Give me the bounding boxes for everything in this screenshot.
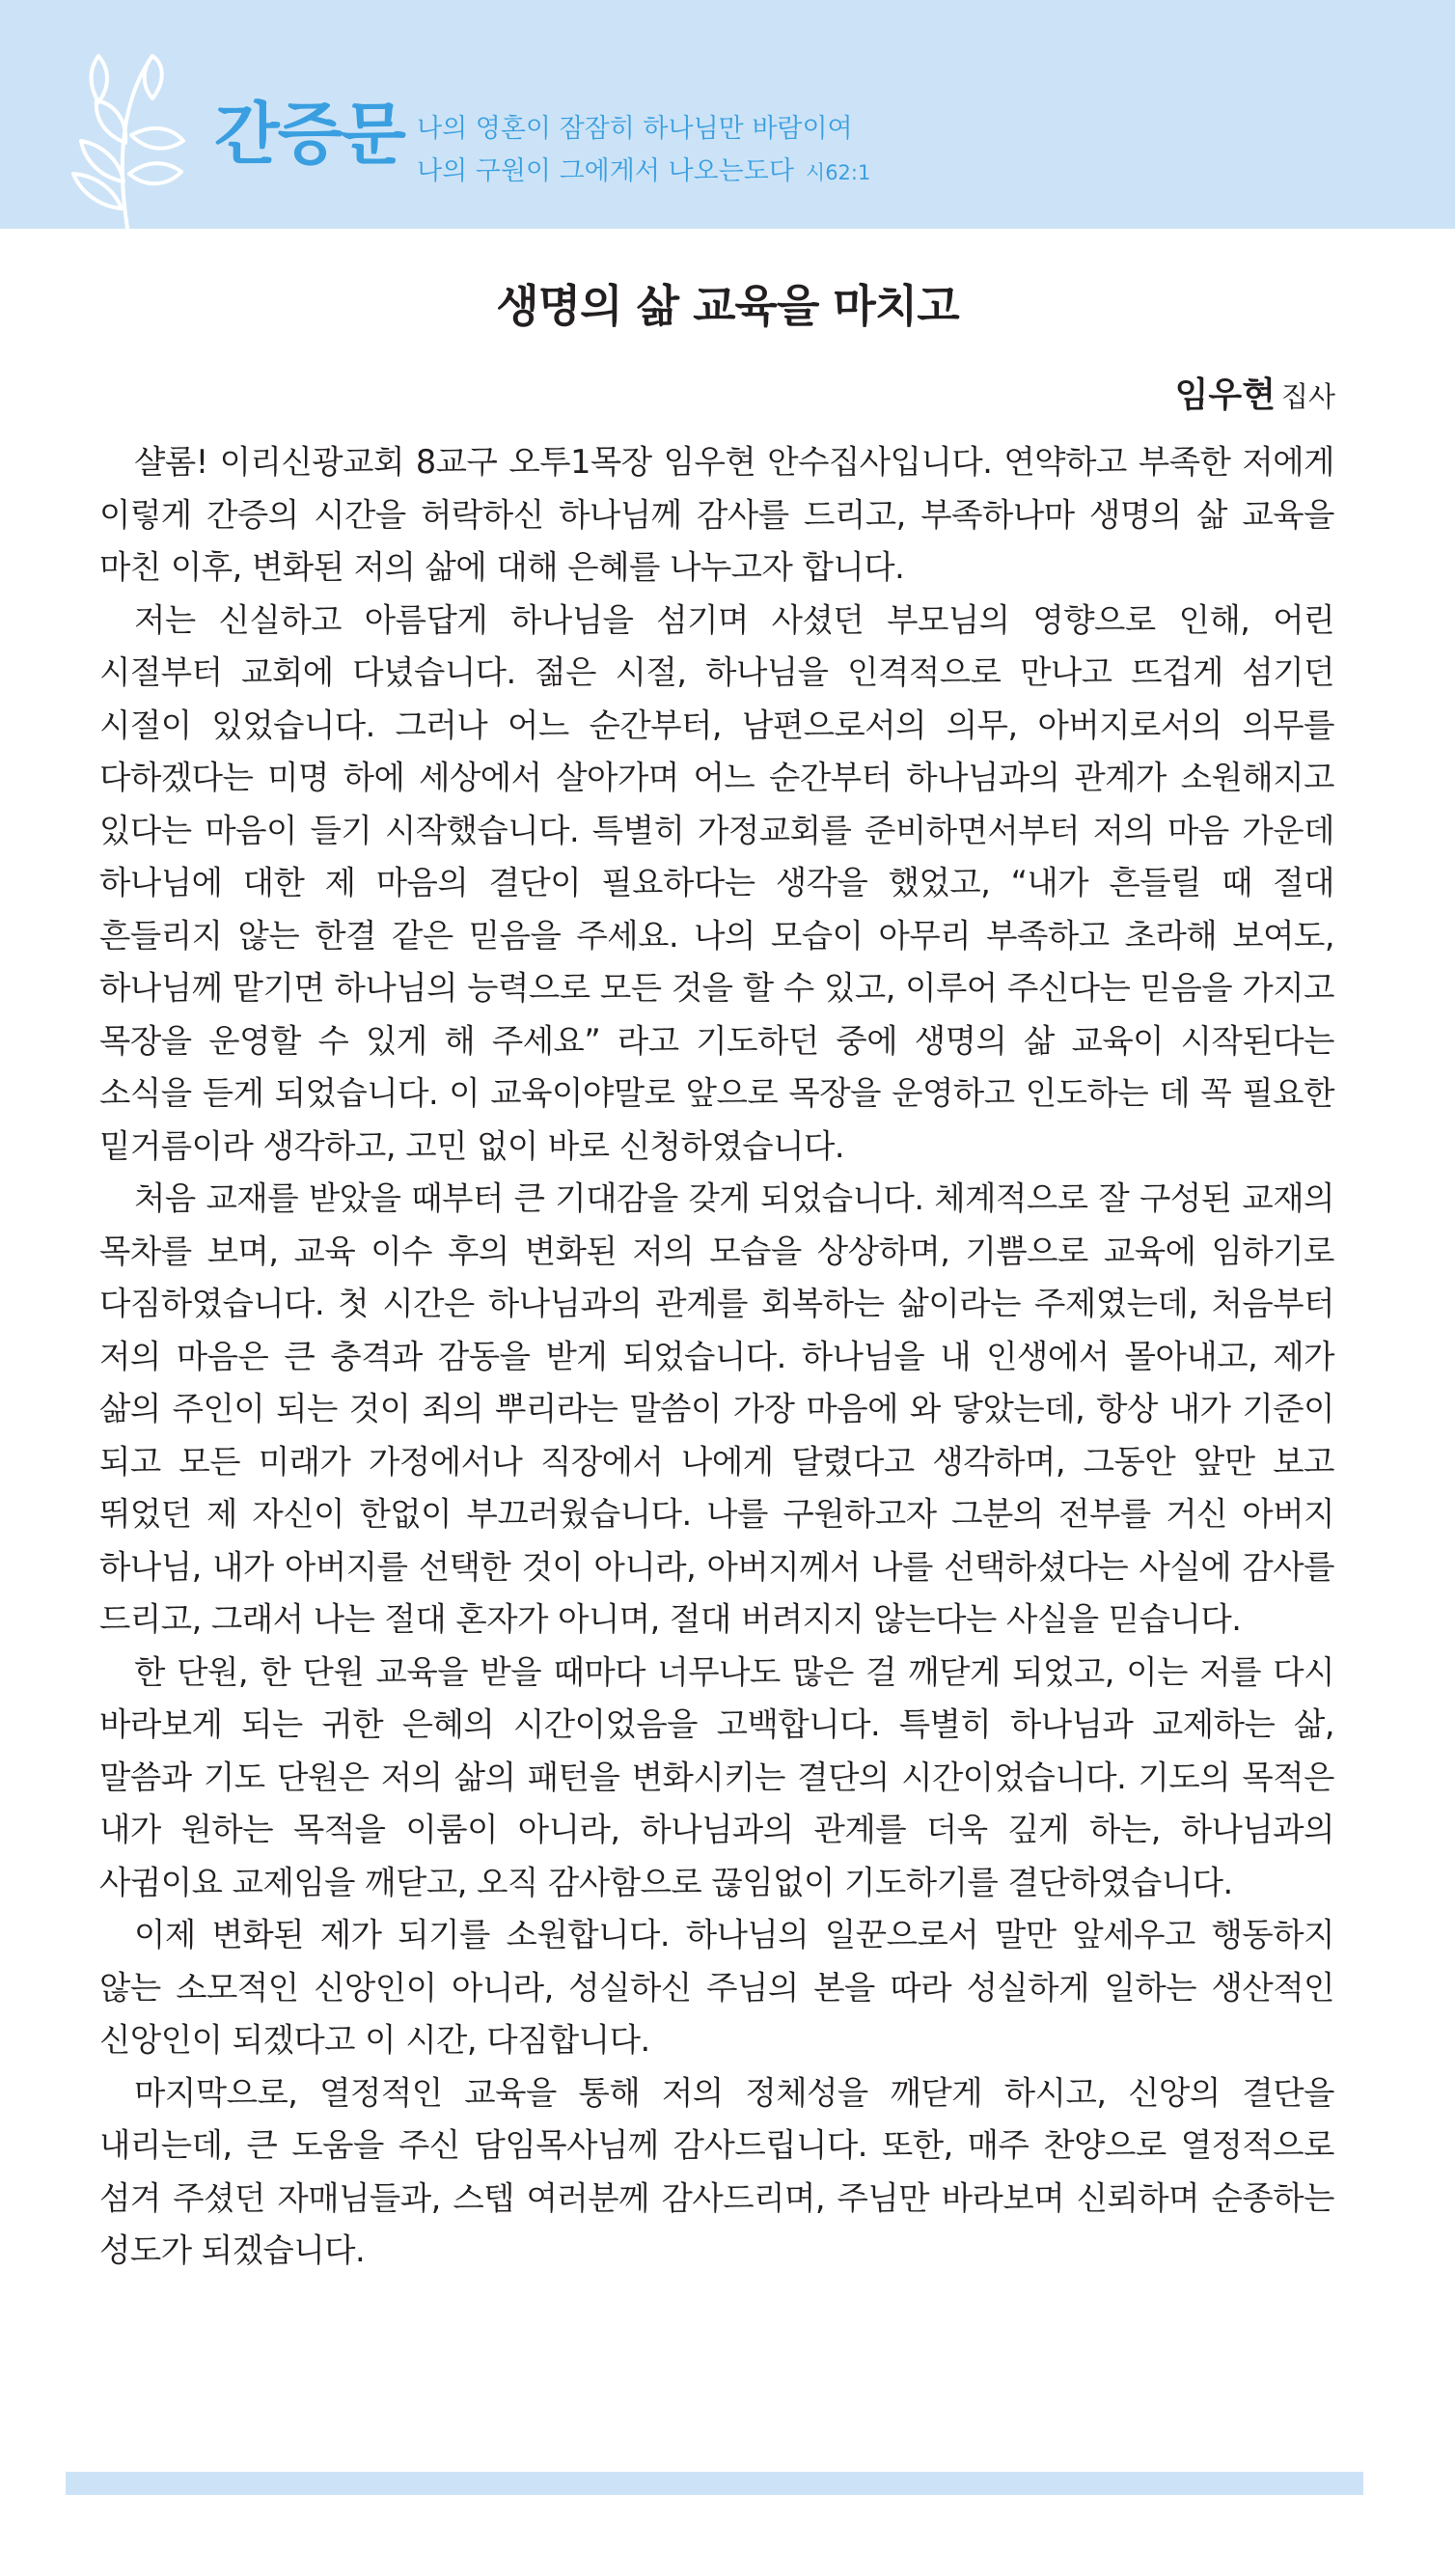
header-title: 간증문 bbox=[214, 95, 404, 174]
paragraph-5: 이제 변화된 제가 되기를 소원합니다. 하나님의 일꾼으로서 말만 앞세우고 행동하지 않는 소모적인 신앙인이 아니라, 성실하신 주님의 본을 따라 성실하게 일하는 생산적인 신앙인이 되겠다고 이 시간, 다짐합니다. bbox=[99, 1916, 1334, 2059]
verse-line-2-text: 나의 구원이 그에게서 나오는도다 bbox=[417, 156, 794, 186]
header-banner bbox=[0, 0, 1455, 229]
verse-reference: 시62:1 bbox=[805, 161, 871, 184]
footer-bar bbox=[66, 2472, 1363, 2495]
author-byline bbox=[1175, 374, 1335, 416]
article-body bbox=[99, 436, 1334, 2278]
paragraph-2: 저는 신실하고 아름답게 하나님을 섬기며 사셨던 부모님의 영향으로 인해, 어린 시절부터 교회에 다녔습니다. 젊은 시절, 하나님을 인격적으로 만나고 뜨겁게 섬기던 시절이 있었습니다. 그러나 어느 순간부터, 남편으로서의 의무, 아버지로서의 의무를 다하겠다는 미명 하에 세상에서 살아가며 어느 순간부터 하나님과의 관계가 소원해지고 있다는 마음이 들기 시작했습니다. 특별히 가정교회를 준비하면서부터 저의 마음 가운데 하나님에 대한 제 마음의 결단이 필요하다는 생각을 했었고, “내가 흔들릴 때 절대 흔들리지 않는 한결 같은 믿음을 주세요. 나의 모습이 아무리 부족하고 초라해 보여도, 하나님께 맡기면 하나님의 능력으로 모든 것을 할 수 있고, 이루어 주신다는 믿음을 가지고 목장을 운영할 수 있게 해 주세요” 라고 기도하던 중에 생명의 삶 교육이 시작된다는 소식을 듣게 되었습니다. 이 교육이야말로 앞으로 목장을 운영하고 인도하는 데 꼭 필요한 밑거름이라 생각하고, 고민 없이 바로 신청하였습니다. bbox=[99, 600, 1334, 1165]
verse-line-1: 나의 영혼이 잠잠히 하나님만 바람이여 bbox=[417, 114, 853, 144]
paragraph-1: 샬롬! 이리신광교회 8교구 오투1목장 임우현 안수집사입니다. 연약하고 부족한 저에게 이렇게 간증의 시간을 허락하신 하나님께 감사를 드리고, 부족하나마 생명의 삶 교육을 마친 이후, 변화된 저의 삶에 대해 은혜를 나누고자 합니다. bbox=[99, 443, 1334, 586]
article-title: 생명의 삶 교육을 마치고 bbox=[496, 280, 959, 332]
author-name: 임우현 bbox=[1174, 375, 1276, 415]
paragraph-6: 마지막으로, 열정적인 교육을 통해 저의 정체성을 깨닫게 하시고, 신앙의 결단을 내리는데, 큰 도움을 주신 담임목사님께 감사드립니다. 또한, 매주 찬양으로 열정적으로 섬겨 주셨던 자매님들과, 스텝 여러분께 감사드리며, 주님만 바라보며 신뢰하며 순종하는 성도가 되겠습니다. bbox=[99, 2073, 1334, 2269]
paragraph-3: 처음 교재를 받았을 때부터 큰 기대감을 갖게 되었습니다. 체계적으로 잘 구성된 교재의 목차를 보며, 교육 이수 후의 변화된 저의 모습을 상상하며, 기쁨으로 교육에 임하기로 다짐하였습니다. 첫 시간은 하나님과의 관계를 회복하는 삶이라는 주제였는데, 처음부터 저의 마음은 큰 충격과 감동을 받게 되었습니다. 하나님을 내 인생에서 몰아내고, 제가 삶의 주인이 되는 것이 죄의 뿌리라는 말씀이 가장 마음에 와 닿았는데, 항상 내가 기준이 되고 모든 미래가 가정에서나 직장에서 나에게 달렸다고 생각하며, 그동안 앞만 보고 뛰었던 제 자신이 한없이 부끄러웠습니다. 나를 구원하고자 그분의 전부를 거신 아버지 하나님, 내가 아버지를 선택한 것이 아니라, 아버지께서 나를 선택하셨다는 사실에 감사를 드리고, 그래서 나는 절대 혼자가 아니며, 절대 버려지지 않는다는 사실을 믿습니다. bbox=[99, 1179, 1334, 1638]
author-title: 집사 bbox=[1280, 380, 1335, 413]
leaf-branch-icon bbox=[39, 46, 193, 230]
header-verse bbox=[417, 108, 870, 194]
verse-line-2 bbox=[417, 151, 870, 194]
paragraph-4: 한 단원, 한 단원 교육을 받을 때마다 너무나도 많은 걸 깨닫게 되었고, 이는 저를 다시 바라보게 되는 귀한 은혜의 시간이었음을 고백합니다. 특별히 하나님과 교제하는 삶, 말씀과 기도 단원은 저의 삶의 패턴을 변화시키는 결단의 시간이었습니다. 기도의 목적은 내가 원하는 목적을 이룸이 아니라, 하나님과의 관계를 더욱 깊게 하는, 하나님과의 사귐이요 교제임을 깨닫고, 오직 감사함으로 끊임없이 기도하기를 결단하였습니다. bbox=[99, 1652, 1334, 1901]
